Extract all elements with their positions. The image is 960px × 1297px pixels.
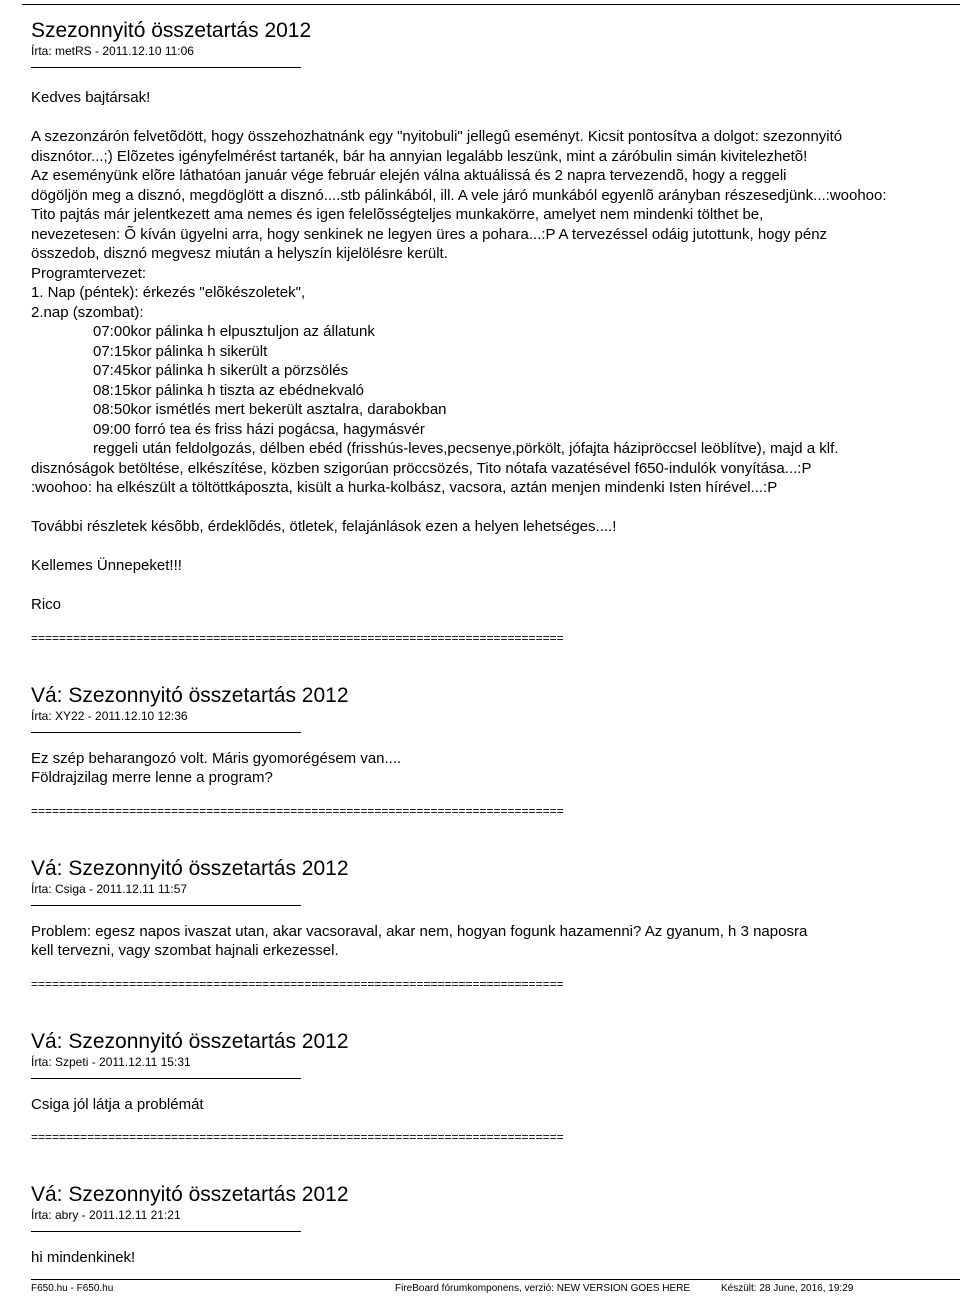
post-line: 08:50kor ismétlés mert bekerült asztalra, darabokban	[93, 401, 447, 418]
post-line: :woohoo: ha elkészült a töltöttkáposzta, kisült a hurka-kolbász, vacsora, aztán menjen mindenki Isten hírével...:P	[31, 479, 778, 496]
forum-post	[31, 856, 960, 991]
post-line: hi mindenkinek!	[31, 1249, 136, 1266]
post-line: nevezetesen: Õ kíván ügyelni arra, hogy senkinek ne legyen üres a pohara...:P A tervezéssel odáig jutottunk, hogy pénz	[31, 225, 828, 243]
post-line: Kedves bajtársak!	[31, 89, 151, 106]
post-line: 07:45kor pálinka h sikerült a pörzsölés	[93, 362, 349, 379]
footer-site: F650.hu - F650.hu	[31, 1283, 114, 1294]
post-line: 08:15kor pálinka h tiszta az ebédnekvaló	[93, 381, 365, 399]
post-title: Szezonnyitó összetartás 2012	[31, 19, 312, 42]
post-line: Problem: egesz napos ivaszat utan, akar vacsoraval, akar nem, hogyan fogunk hazamenni? Az gyanum, h 3 naposra	[31, 922, 808, 940]
post-line: összedob, disznó megvesz miután a helyszín kijelölésre került.	[31, 245, 448, 262]
post-title: Vá: Szezonnyitó összetartás 2012	[31, 1183, 349, 1206]
forum-post	[31, 683, 960, 818]
post-line: disznótor...;) Elõzetes igényfelmérést tartanék, bár ha annyian legalább leszünk, mint a záróbulin simán kivitelezhetõ!	[31, 147, 808, 165]
post-title: Vá: Szezonnyitó összetartás 2012	[31, 856, 349, 880]
post-line: Földrajzilag merre lenne a program?	[31, 769, 273, 786]
post-line: Rico	[31, 596, 62, 613]
post-line: 09:00 forró tea és friss házi pogácsa, hagymásvér	[93, 420, 425, 438]
forum-thread	[31, 18, 960, 1268]
post-line: 07:15kor pálinka h sikerült	[93, 342, 268, 360]
post-separator: ============================================================================	[31, 630, 564, 645]
meta-divider	[31, 1231, 301, 1232]
post-line	[31, 537, 960, 557]
post-line: 07:00kor pálinka h elpusztuljon az állatunk	[93, 323, 375, 340]
post-meta: Írta: Szpeti - 2011.12.11 15:31	[31, 1054, 191, 1069]
post-line: Az eseményünk elõre láthatóan január vége február elején válna aktuálissá és 2 napra tervezendõ, hogy a reggeli	[31, 167, 787, 184]
post-separator: ============================================================================	[31, 976, 564, 991]
post-title: Vá: Szezonnyitó összetartás 2012	[31, 683, 349, 707]
post-meta: Írta: XY22 - 2011.12.10 12:36	[31, 708, 188, 723]
forum-post	[31, 1029, 960, 1145]
post-line	[31, 576, 960, 596]
post-body	[31, 1248, 960, 1268]
post-line: 2.nap (szombat):	[31, 303, 144, 321]
footer-component: FireBoard fórumkomponens, verzió: NEW VERSION GOES HERE	[395, 1283, 691, 1294]
post-meta: Írta: metRS - 2011.12.10 11:06	[31, 44, 194, 58]
post-line: 1. Nap (péntek): érkezés "elõkészoletek",	[31, 284, 306, 301]
post-body	[31, 749, 960, 788]
post-line: Csiga jól látja a problémát	[31, 1095, 204, 1113]
post-line: Kellemes Ünnepeket!!!	[31, 557, 182, 574]
post-body	[31, 88, 960, 615]
post-line: dögöljön meg a disznó, megdöglött a disznó....stb pálinkából, ill. A vele járó munkából egyenlõ arányban részesedjünk...:woohoo:	[31, 186, 887, 204]
post-line: A szezonzárón felvetõdött, hogy összehozhatnánk egy "nyitobuli" jellegû eseményt. Kicsit pontosítva a dolgot: szezonnyitó	[31, 128, 843, 145]
post-line: Ez szép beharangozó volt. Máris gyomorégésem van....	[31, 749, 402, 767]
forum-post	[31, 1182, 960, 1268]
footer-generated: Készült: 28 June, 2016, 19:29	[721, 1283, 854, 1294]
post-separator: ============================================================================	[31, 803, 564, 818]
footer-rule	[31, 1279, 960, 1280]
post-line: Tito pajtás már jelentkezett ama nemes és igen felelõsségteljes munkakörre, amelyet nem mindenki tölthet be,	[31, 206, 764, 223]
post-line	[31, 498, 960, 518]
forum-post	[31, 18, 960, 645]
post-line: reggeli után feldolgozás, délben ebéd (frisshús-leves,pecsenye,pörkölt, jófajta házipröccsel leöblítve), majd a klf.	[93, 440, 839, 457]
meta-divider	[31, 1078, 301, 1079]
meta-divider	[31, 67, 301, 68]
post-line: További részletek késõbb, érdeklõdés, ötletek, felajánlások ezen a helyen lehetséges....!	[31, 518, 617, 535]
post-title: Vá: Szezonnyitó összetartás 2012	[31, 1029, 349, 1053]
post-meta: Írta: Csiga - 2011.12.11 11:57	[31, 881, 188, 896]
post-body	[31, 1095, 960, 1115]
meta-divider	[31, 905, 301, 906]
meta-divider	[31, 732, 301, 733]
post-line	[31, 108, 960, 128]
post-meta: Írta: abry - 2011.12.11 21:21	[31, 1208, 181, 1222]
post-separator: ============================================================================	[31, 1130, 564, 1144]
top-rule	[22, 4, 960, 5]
post-line: disznóságok betöltése, elkészítése, közben szigorúan pröccsözés, Tito nótafa vazatésével f650-indulók vonyítása...:P	[31, 459, 812, 477]
post-line: kell tervezni, vagy szombat hajnali erkezessel.	[31, 942, 339, 959]
post-body	[31, 922, 960, 961]
post-line: Programtervezet:	[31, 264, 147, 282]
